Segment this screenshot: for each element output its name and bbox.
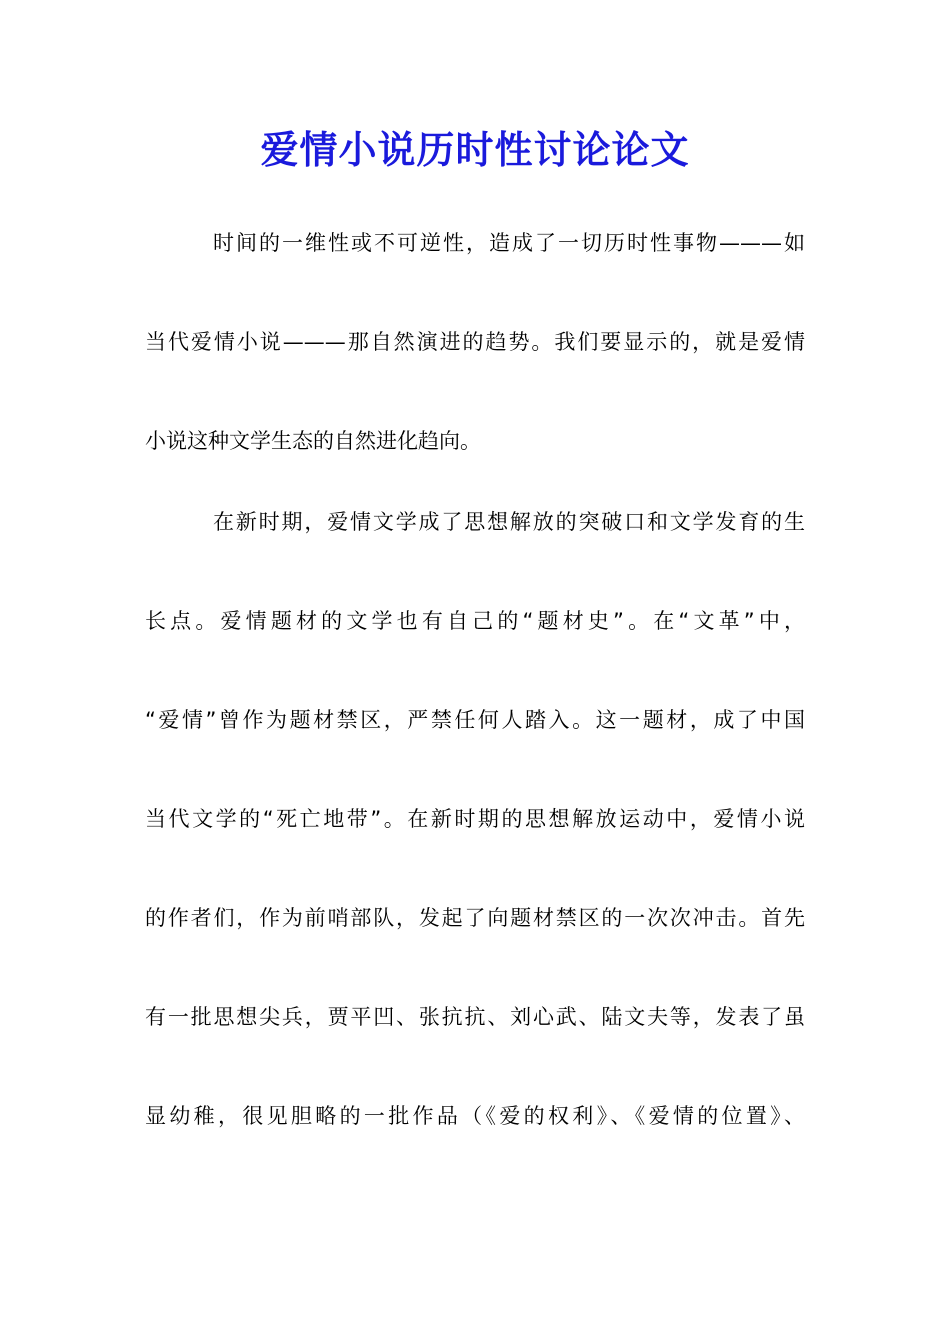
text-line-6: “爱情”曾作为题材禁区，严禁任何人踏入。这一题材，成了中国 xyxy=(145,708,805,732)
text-line-8: 的作者们，作为前哨部队，发起了向题材禁区的一次次冲击。首先 xyxy=(145,906,805,930)
text-line-1: 时间的一维性或不可逆性，造成了一切历时性事物———如 xyxy=(213,231,805,255)
text-line-9: 有一批思想尖兵，贾平凹、张抗抗、刘心武、陆文夫等，发表了虽 xyxy=(145,1005,805,1029)
text-line-2: 当代爱情小说———那自然演进的趋势。我们要显示的，就是爱情 xyxy=(145,330,805,354)
document-title: 爱情小说历时性讨论论文 xyxy=(260,128,690,172)
text-line-4: 在新时期，爱情文学成了思想解放的突破口和文学发育的生 xyxy=(213,510,805,534)
text-line-3: 小说这种文学生态的自然进化趋向。 xyxy=(145,429,481,453)
text-line-7: 当代文学的“死亡地带”。在新时期的思想解放运动中，爱情小说 xyxy=(145,807,805,831)
text-line-10: 显幼稚，很见胆略的一批作品（《爱的权利》、《爱情的位置》、 xyxy=(145,1104,805,1128)
text-line-5: 长点。爱情题材的文学也有自己的“题材史”。在“文革”中， xyxy=(145,609,805,633)
